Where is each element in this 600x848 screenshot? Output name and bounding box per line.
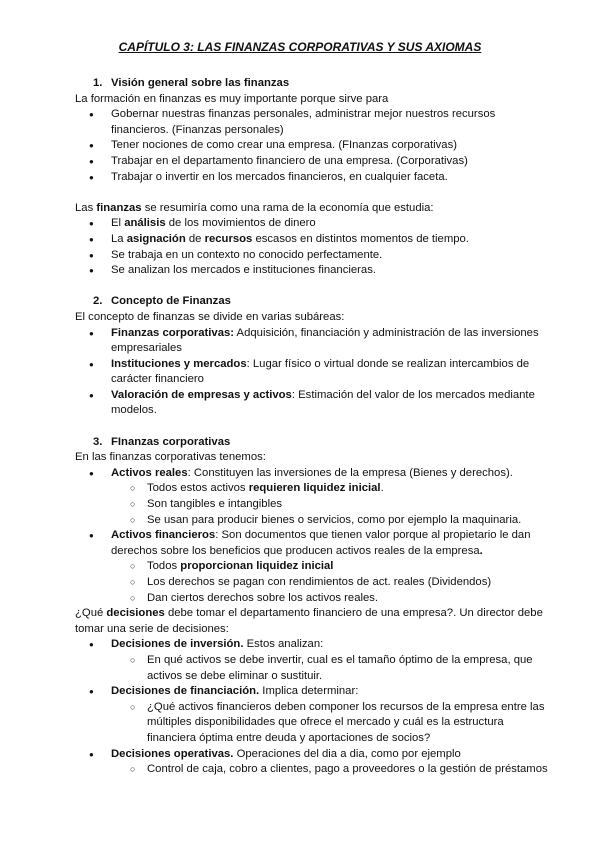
list-item: ● El análisis de los movimientos de dinero — [75, 216, 555, 232]
section-2-intro: El concepto de finanzas se divide en varias subáreas: — [75, 310, 345, 323]
list-item: ● Se analizan los mercados e instituciones financieras. — [75, 263, 555, 279]
sub-list-item: ○ Los derechos se pagan con rendimientos de act. reales (Dividendos) — [75, 575, 555, 591]
section-3-list — [75, 466, 555, 606]
section-3-intro: En las finanzas corporativas tenemos: — [75, 451, 266, 464]
sub-list-item: ○ Dan ciertos derechos sobre los activos reales. — [75, 591, 555, 607]
section-1-paragraph-2: Las finanzas se resumiría como una rama de la economía que estudia: — [75, 201, 434, 214]
sub-list-item: ○ Todos proporcionan liquidez inicial — [75, 559, 555, 575]
sub-list-item: ○ ¿Qué activos financieros deben componer los recursos de la empresa entre las múltiples disponibilidades que ofrece el mercado y cuál es la estructura financiera óptima entre deuda y aportaciones de socios? — [75, 700, 555, 747]
sub-list-item: ○ Se usan para producir bienes o servicios, como por ejemplo la maquinaria. — [75, 513, 555, 529]
list-item: ● Activos financieros: Son documentos que tienen valor porque al propietario le dan derechos sobre los beneficios que producen activos reales de la empresa. — [75, 528, 555, 559]
section-3-heading — [75, 435, 555, 451]
section-3-title: FInanzas corporativas — [111, 435, 231, 448]
sub-list-item: ○ Todos estos activos requieren liquidez inicial. — [75, 481, 555, 497]
section-3-number: 3. — [93, 435, 103, 448]
section-2-heading — [75, 294, 555, 310]
list-item: ● Activos reales: Constituyen las inversiones de la empresa (Bienes y derechos). — [75, 466, 555, 482]
list-item: ● Trabajar o invertir en los mercados financieros, en cualquier faceta. — [75, 170, 555, 186]
list-item: ● Trabajar en el departamento financiero de una empresa. (Corporativas) — [75, 154, 555, 170]
sub-list-item: ○ Son tangibles e intangibles — [75, 497, 555, 513]
section-2-list — [75, 326, 555, 420]
sub-list-item: ○ Control de caja, cobro a clientes, pago a proveedores o la gestión de préstamos — [75, 762, 555, 778]
list-item: ● Tener nociones de como crear una empresa. (FInanzas corporativas) — [75, 138, 555, 154]
list-item: ● Decisiones de financiación. Implica determinar: — [75, 684, 555, 700]
section-1-list-2 — [75, 216, 555, 278]
list-item: ● Finanzas corporativas: Adquisición, financiación y administración de las inversiones empresariales — [75, 326, 555, 357]
list-item: ● Valoración de empresas y activos: Estimación del valor de los mercados mediante modelos. — [75, 388, 555, 419]
section-1-heading — [75, 76, 555, 92]
list-item: ● La asignación de recursos escasos en distintos momentos de tiempo. — [75, 232, 555, 248]
section-1-number: 1. — [93, 77, 103, 89]
decisions-question: ¿Qué decisiones debe tomar el departamento financiero de una empresa?. Un director debe tomar una serie de decisiones: — [75, 607, 543, 635]
section-2-number: 2. — [93, 295, 103, 308]
list-item: ● Gobernar nuestras finanzas personales, administrar mejor nuestros recursos financieros. (Finanzas personales) — [75, 107, 555, 138]
section-2-title: Concepto de Finanzas — [111, 295, 231, 308]
list-item: ● Se trabaja en un contexto no conocido perfectamente. — [75, 248, 555, 264]
decisions-list — [75, 637, 555, 777]
sub-list-item: ○ En qué activos se debe invertir, cual es el tamaño óptimo de la empresa, que activos se debe eliminar o sustituir. — [75, 653, 555, 684]
section-1-title: Visión general sobre las finanzas — [111, 77, 290, 89]
section-1-intro: La formación en finanzas es muy importante porque sirve para — [75, 92, 389, 105]
list-item: ● Decisiones operativas. Operaciones del dia a dia, como por ejemplo — [75, 747, 555, 763]
page-title: CAPÍTULO 3: LAS FINANZAS CORPORATIVAS Y SUS AXIOMAS — [118, 40, 482, 54]
document-body — [75, 76, 555, 778]
list-item: ● Instituciones y mercados: Lugar físico o virtual donde se realizan intercambios de carácter financiero — [75, 357, 555, 388]
list-item: ● Decisiones de inversión. Estos analizan: — [75, 637, 555, 653]
section-1-list — [75, 107, 555, 185]
